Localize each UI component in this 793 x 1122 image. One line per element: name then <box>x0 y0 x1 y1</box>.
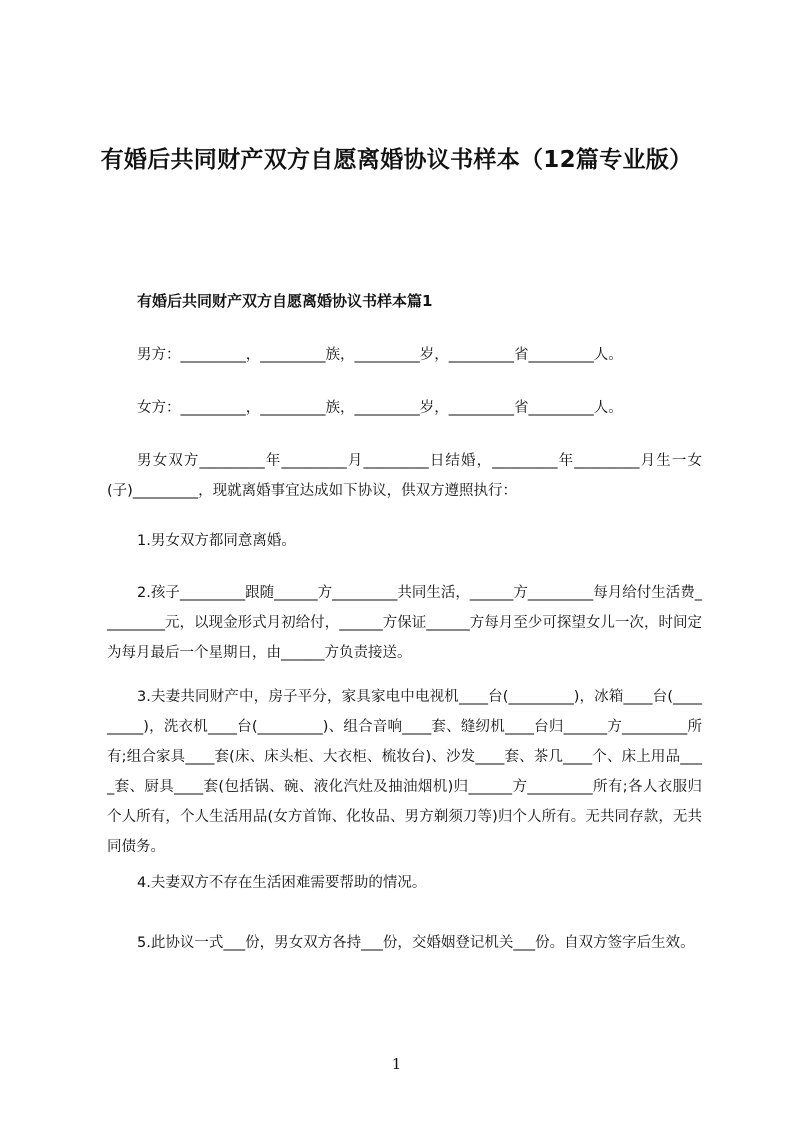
female-party-line: 女方：_________，_________族，_________岁，_________省_________人。 <box>137 400 623 416</box>
section-heading: 有婚后共同财产双方自愿离婚协议书样本篇1 <box>137 292 433 310</box>
clause-5: 5.此协议一式___份，男女双方各持___份，交婚姻登记机关___份。自双方签字后生效。 <box>137 935 695 951</box>
clause-4: 4.夫妻双方不存在生活困难需要帮助的情况。 <box>137 875 427 891</box>
marriage-paragraph: 男女双方_________年_________月_________日结婚，_________年_________月生一女(子)_________，现就离婚事宜达成如下协议，供双方遵照执行： <box>107 453 702 499</box>
male-party-line: 男方：_________，_________族，_________岁，_________省_________人。 <box>137 347 623 363</box>
clause-2: 2.孩子_________跟随______方_________共同生活，______方_________每月给付生活费_________元，以现金形式月初给付，______方保证______方每月至少可探望女儿一次，时间定为每月最后一个星期日，由______方负责接送。 <box>107 585 702 661</box>
document-title: 有婚后共同财产双方自愿离婚协议书样本（12篇专业版） <box>100 147 693 173</box>
clause-1: 1.男女双方都同意离婚。 <box>137 533 296 549</box>
page-number: 1 <box>391 1055 402 1073</box>
clause-3: 3.夫妻共同财产中，房子平分，家具家电中电视机____台(_________)，冰箱____台(_________)，洗衣机____台(_________)、组合音响____套、缝纫机____台归______方_________所有;组合家具____套(床、床头柜、大衣柜、梳妆台)、沙发____套、茶几____个、床上用品____套、厨具____套(包括锅、碗、液化汽灶及抽油烟机)归______方_________所有;各人衣服归个人所有，个人生活用品(女方首饰、化妆品、男方剃须刀等)归个人所有。无共同存款，无共同债务。 <box>107 689 702 855</box>
